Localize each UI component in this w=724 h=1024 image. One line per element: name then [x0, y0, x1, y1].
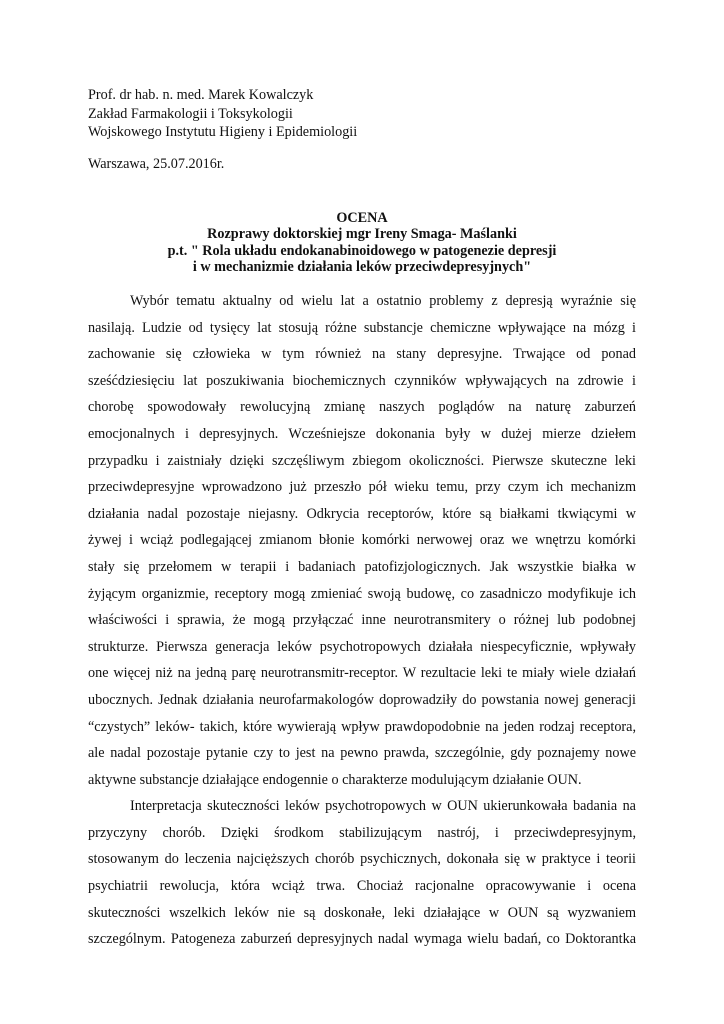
text-line: żywej i wciąż podlegającej zmianom błonie komórki nerwowej oraz we wnętrzu komórki [88, 532, 636, 549]
text-line: one więcej niż na jedną parę neurotransmitr-receptor. W rezultacie leki te miały wiele działań [88, 665, 636, 682]
text-line: działania nadal pozostaje niejasny. Odkrycia receptorów, które są białkami tkwiącymi w [88, 505, 636, 522]
author-department: Zakład Farmakologii i Toksykologii [88, 105, 293, 122]
text-line: chorobę spowodowały rewolucyjną zmianę naszych poglądów na naturę zaburzeń [88, 399, 636, 416]
text-line: emocjonalnych i depresyjnych. Wcześniejsze dokonania były w dużej mierze dziełem [88, 425, 636, 442]
text-line: aktywne substancje działające endogennie o charakterze modulującym działanie OUN. [88, 771, 582, 788]
text-line: stały się przełomem w terapii i badaniach patofizjologicznych. Jak wszystkie białka w [88, 558, 636, 575]
date-line: Warszawa, 25.07.2016r. [88, 156, 225, 172]
title-topic-line1: p.t. " Rola układu endokanabinoidowego w patogenezie depresji [167, 242, 557, 259]
text-line: strukturze. Pierwsza generacja leków psychotropowych działała niespecyficznie, wpływały [88, 638, 636, 655]
text-line: psychiatrii rewolucja, która wciąż trwa. Chociaż racjonalne opracowywanie i ocena [88, 878, 636, 895]
title-subject: Rozprawy doktorskiej mgr Ireny Smaga- Maślanki [207, 226, 517, 243]
text-line: żyjącym organizmie, receptory mogą zmieniać swoją budowę, co zasadniczo modyfikuje ich [88, 585, 636, 602]
paragraph-2 [88, 793, 636, 953]
text-line: przeciwdepresyjne wprowadzono już przeszło pół wieku temu, przy czym ich mechanizm [88, 479, 636, 496]
title-topic-line2: i w mechanizmie działania leków przeciwdepresyjnych" [192, 259, 532, 276]
text-line: sześćdziesięciu lat poszukiwania biochemicznych czynników wpływających na zdrowie i [88, 372, 636, 389]
author-name: Prof. dr hab. n. med. Marek Kowalczyk [88, 87, 314, 103]
text-line: Interpretacja skuteczności leków psychotropowych w OUN ukierunkowała badania na [130, 798, 636, 815]
paragraph-1 [88, 288, 636, 793]
text-line: właściwości i sprawia, że mogą przyłączać inne neurotransmitery o różnej lub podobnej [88, 612, 636, 629]
text-line: ubocznych. Jednak działania neurofarmakologów doprowadziły do powstania nowej generacji [88, 691, 636, 708]
text-line: przypadku i zaistniały dzięki szczęśliwym zbiegom okoliczności. Pierwsze skuteczne leki [88, 452, 636, 469]
text-line: skuteczności wszelkich leków nie są doskonałe, leki działające w OUN są wyzwaniem [88, 904, 636, 921]
body-text [88, 288, 636, 953]
text-line: stosowanym do leczenia najcięższych chorób psychicznych, dokonała się w praktyce i teorii [88, 851, 636, 868]
text-line: Wybór tematu aktualny od wielu lat a ostatnio problemy z depresją wyraźnie się [130, 293, 636, 309]
text-line: zachowanie się człowieka w tym również na stany depresyjne. Trwające od ponad [88, 346, 636, 363]
text-line: szczególnym. Patogeneza zaburzeń depresyjnych nadal wymaga wielu badań, co Doktorantka [88, 931, 636, 948]
text-line: nasilają. Ludzie od tysięcy lat stosują różne substancje chemiczne wpływające na mózg i [88, 319, 636, 336]
author-institute: Wojskowego Instytutu Higieny i Epidemiologii [88, 124, 358, 141]
author-header [88, 86, 357, 142]
text-line: ale nadal pozostaje pytanie czy to jest na pewno prawda, szczególnie, gdy poznajemy nowe [88, 745, 636, 762]
text-line: “czystych” leków- takich, które wywierają wpływ prawdopodobnie na jeden rodzaj receptora, [88, 718, 636, 735]
document-title [88, 210, 636, 276]
text-line: przyczyny chorób. Dzięki środkom stabilizującym nastrój, i przeciwdepresyjnym, [88, 824, 636, 841]
title-heading: OCENA [336, 210, 388, 226]
